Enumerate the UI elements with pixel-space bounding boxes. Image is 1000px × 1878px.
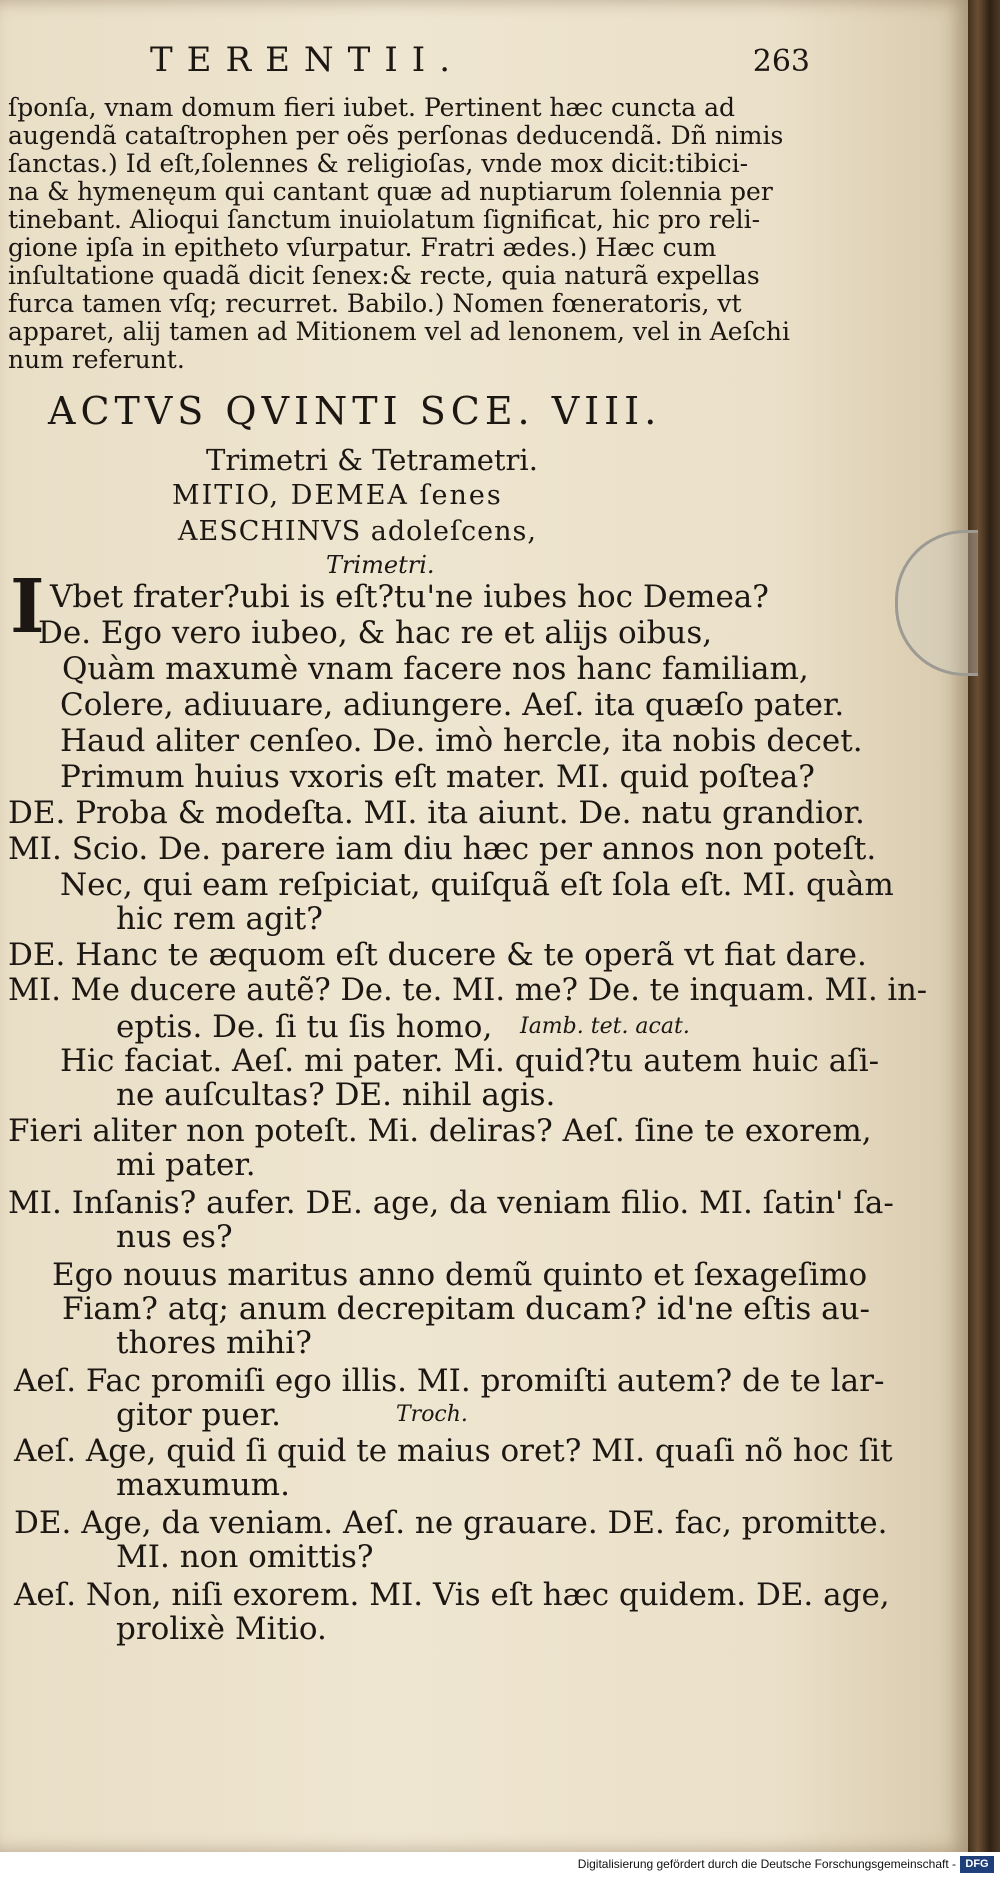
verse-line: Colere, adiuuare, adiungere. Aeſ. ita quæſo pater.	[60, 687, 845, 723]
commentary-line: na & hymenęum qui cantant quæ ad nuptiarum ſolennia per	[8, 177, 773, 206]
verse-line: nus es?	[116, 1219, 233, 1255]
verse-line: prolixè Mitio.	[116, 1611, 327, 1647]
verse-line: MI. Inſanis? aufer. DE. age, da veniam filio. MI. ſatin' ſa-	[8, 1185, 894, 1221]
verse-line: hic rem agit?	[116, 901, 323, 937]
verse-line: Haud aliter cenſeo. De. imò hercle, ita nobis decet.	[60, 723, 863, 759]
running-title: TERENTII.	[150, 40, 465, 80]
verse-line: Vbet frater?ubi is eſt?tu'ne iubes hoc Demea?	[50, 579, 769, 615]
verse-line: eptis. De. ſi tu ſis homo,	[116, 1009, 493, 1045]
meter-trimetri: Trimetri.	[326, 551, 435, 579]
verse-line: thores mihi?	[116, 1325, 312, 1361]
commentary-line: gione ipſa in epitheto vſurpatur. Fratri ædes.) Hæc cum	[8, 233, 717, 262]
verse-line: DE. Hanc te æquom eſt ducere & te operã vt fiat dare.	[8, 937, 867, 973]
margin-note: Troch.	[396, 1402, 468, 1427]
verse-line: MI. Scio. De. parere iam diu hæc per annos non poteſt.	[8, 831, 877, 867]
verse-line: maxumum.	[116, 1467, 290, 1503]
commentary-line: tinebant. Alioqui ſanctum inuiolatum ſignificat, hic pro reli-	[8, 205, 761, 234]
verse-line: De. Ego vero iubeo, & hac re et alijs oibus,	[38, 615, 713, 651]
page-number: 263	[752, 44, 810, 79]
verse-line: Hic faciat. Aeſ. mi pater. Mi. quid?tu autem huic aſi-	[60, 1043, 880, 1079]
verse-line: Quàm maxumè vnam facere nos hanc familiam,	[62, 651, 809, 687]
footer-bar	[0, 1852, 1000, 1878]
verse-line: gitor puer.	[116, 1397, 281, 1433]
commentary-line: num referunt.	[8, 345, 185, 374]
verse-line: Primum huius vxoris eſt mater. MI. quid poſtea?	[60, 759, 815, 795]
verse-line: Nec, qui eam reſpiciat, quiſquã eſt ſola eſt. MI. quàm	[60, 867, 894, 903]
meter-label: Trimetri & Tetrametri.	[206, 443, 538, 477]
verse-line: Aeſ. Fac promiſi ego illis. MI. promiſti autem? de te lar-	[14, 1363, 885, 1399]
footer-credit: Digitalisierung gefördert durch die Deutsche Forschungsgemeinschaft -	[577, 1857, 956, 1871]
verse-line: Aeſ. Age, quid ſi quid te maius oret? MI. quaſi nõ hoc ſit	[14, 1433, 893, 1469]
drop-cap: I	[10, 564, 45, 650]
dfg-logo: DFG	[960, 1856, 994, 1873]
characters-adolescens: AESCHINVS adoleſcens,	[178, 516, 537, 547]
verse-line: MI. Me ducere autẽ? De. te. MI. me? De. te inquam. MI. in-	[8, 973, 928, 1008]
commentary-line: ſponſa, vnam domum fieri iubet. Pertinent hæc cuncta ad	[8, 93, 735, 122]
verse-line: ne auſcultas? DE. nihil agis.	[116, 1077, 556, 1113]
verse-line: Ego nouus maritus anno demũ quinto et ſexageſimo	[52, 1257, 868, 1293]
running-head	[150, 40, 810, 84]
commentary-line: augendã cataſtrophen per oẽs perſonas deducendã. Dñ nimis	[8, 121, 784, 150]
verse-line: MI. non omittis?	[116, 1539, 374, 1575]
verse-line: DE. Proba & modeſta. MI. ita aiunt. De. natu grandior.	[8, 795, 865, 831]
verse-line: Fiam? atq; anum decrepitam ducam? id'ne eſtis au-	[62, 1291, 871, 1327]
verse-line: mi pater.	[116, 1147, 256, 1183]
margin-note: Iamb. tet. acat.	[520, 1014, 690, 1039]
commentary-line: inſultatione quadã dicit ſenex:& recte, quia naturã expellas	[8, 261, 760, 290]
book-spine	[966, 0, 1000, 1878]
characters-senes: MITIO, DEMEA ſenes	[172, 480, 503, 511]
verse-line: Fieri aliter non poteſt. Mi. deliras? Aeſ. ſine te exorem,	[8, 1113, 872, 1149]
commentary-line: apparet, alij tamen ad Mitionem vel ad lenonem, vel in Aeſchi	[8, 317, 790, 346]
commentary-line: ſanctas.) Id eſt,ſolennes & religioſas, vnde mox dicit:tibici-	[8, 149, 749, 178]
scene-heading: ACTVS QVINTI SCE. VIII.	[48, 389, 662, 433]
verse-line: Aeſ. Non, niſi exorem. MI. Vis eſt hæc quidem. DE. age,	[14, 1577, 890, 1613]
verse-line: DE. Age, da veniam. Aeſ. ne grauare. DE. fac, promitte.	[14, 1505, 888, 1541]
commentary-line: furca tamen vſq; recurret. Babilo.) Nomen fœneratoris, vt	[8, 289, 742, 318]
page-clip	[895, 530, 978, 676]
